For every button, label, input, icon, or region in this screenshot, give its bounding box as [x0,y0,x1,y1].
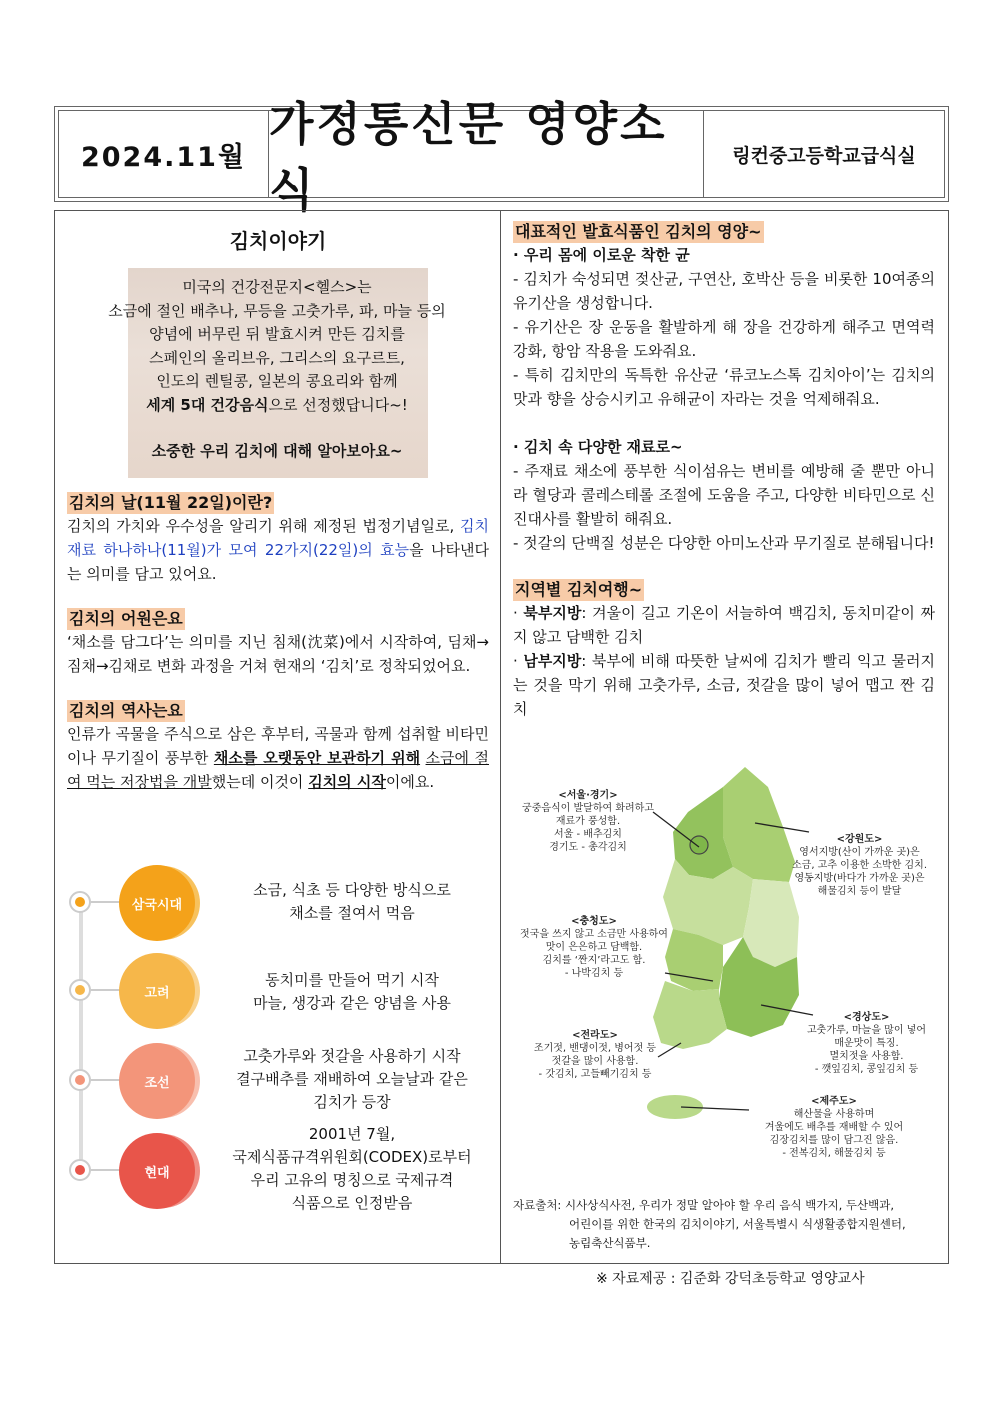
era-line: 채소를 절여서 먹음 [289,904,415,922]
text-bold-span: 채소를 오랫동안 보관하기 위해 [213,749,421,767]
history-text [67,722,489,794]
era-line: 2001년 7월, [308,1125,396,1143]
region-line: 김장김치를 많이 담그진 않음. [769,1135,899,1146]
north-region-label: 북부지방 [523,604,582,622]
era-description [207,879,497,925]
region-line: 재료가 풍성함. [555,816,621,827]
origin-section [67,608,489,678]
content-frame [54,210,949,1264]
timeline-item-modern [67,1125,497,1212]
region-line: 영동지방(바다가 가까운 곳)은 [794,873,925,884]
regional-heading: 지역별 김치여행~ [515,580,643,599]
text-underline-span: 소금에 절여 먹는 저장법을 개발 [67,749,489,791]
region-line: 해물김치 등이 발달 [817,886,902,897]
timeline-item-goryeo [67,951,497,1031]
map-seoul-marker [690,836,708,854]
kimchi-day-heading: 김치의 날(11월 22일)이란? [69,493,273,512]
era-line: 김치가 등장 [313,1093,391,1111]
map-label-jeju [749,1095,919,1160]
region-name: <제주도> [811,1096,857,1107]
region-name: <전라도> [572,1030,618,1041]
region-line: 고춧가루, 마늘을 많이 넣어 [807,1025,926,1036]
era-badge [119,953,195,1029]
region-line: - 나박김치 등 [564,968,624,979]
map-label-chungcheong [513,915,675,980]
right-column [513,221,935,721]
reference-line: 어린이를 위한 한국의 김치이야기, 서울특별시 식생활종합지원센터, [569,1217,906,1231]
timeline-connector [91,1169,121,1171]
era-line: 국제식품규격위원회(CODEX)로부터 [232,1148,472,1166]
text-span: 을 나타낸다는 의미를 담고 있어요. [67,541,489,583]
intro-closing: 소중한 우리 김치에 대해 알아보아요~ [151,442,403,460]
timeline-item-samguk [67,863,497,943]
intro-highlight: 세계 5대 건강음식 [146,395,269,414]
intro-box [108,268,446,478]
origin-heading: 김치의 어원은요 [69,609,183,628]
region-line: 소금, 고추 이용한 소박한 김치. [792,860,927,871]
region-name: <강원도> [836,834,883,845]
north-region-text: · 북부지방: 겨울이 길고 기온이 서늘하여 백김치, 동치미같이 짜지 않고 담백한 김치 [513,604,935,646]
intro-line: 인도의 렌틸콩, 일본의 콩요리와 함께 [156,372,398,390]
school-name: 링컨중고등학교급식실 [732,144,916,167]
nutrition-paragraph: - 유기산은 장 운동을 활발하게 해 장을 건강하게 해주고 면역력 강화, 항암 작용을 도와줘요. [513,318,935,360]
intro-line: 미국의 건강전문지<헬스>는 [182,278,372,296]
kimchi-day-text [67,514,489,586]
era-line: 우리 고유의 명칭으로 국제규격 [250,1171,454,1189]
map-label-seoul [513,789,663,854]
timeline-connector [91,1079,121,1081]
era-line: 식품으로 인정받음 [291,1194,413,1212]
region-line: 영서지방(산이 가까운 곳)은 [799,847,920,858]
region-line: 맛이 은은하고 담백함. [545,942,643,953]
nutrition-paragraph: - 젓갈의 단백질 성분은 다양한 아미노산과 무기질로 분해됩니다! [513,534,935,552]
timeline-connector [91,901,121,903]
references [513,1196,943,1253]
timeline-item-joseon [67,1041,497,1121]
region-line: 매운맛이 특징. [834,1038,899,1049]
era-label: 삼국시대 [131,897,183,913]
region-line: - 전복김치, 해물김치 등 [782,1148,886,1159]
region-line: 겨울에도 배추를 재배할 수 있어 [764,1122,904,1133]
text-blue-span: 김치 재료 하나하나(11월)가 모여 22가지(22일)의 효능 [67,517,489,559]
nutrition-paragraph: - 김치가 숙성되면 젖산균, 구연산, 호박산 등을 비롯한 10여종의 유기산을 생성합니다. [513,270,935,312]
era-description [207,1045,497,1114]
left-column [67,221,489,794]
origin-text: ‘채소를 담그다’는 의미를 지닌 침채(沈菜)에서 시작하여, 딤채→짐채→김채로 변화 과정을 거쳐 현재의 ‘김치’로 정착되었어요. [67,633,489,675]
era-line: 마늘, 생강과 같은 양념을 사용 [253,994,451,1012]
timeline-dot [69,1159,91,1181]
region-line: 젓국을 쓰지 않고 소금만 사용하여 [520,929,668,940]
kimchi-history-timeline [67,863,497,1233]
text-span: 했는데 이것이 [211,773,309,791]
era-badge [119,1133,195,1209]
map-label-gangwon [781,833,938,898]
intro-line [66,394,488,418]
era-badge [119,865,195,941]
region-line: 서울 - 배추김치 [554,829,622,840]
region-line: - 갓김치, 고들빼기김치 등 [538,1069,652,1080]
era-line: 결구배추를 재배하여 오늘날과 같은 [236,1070,468,1088]
timeline-dot [69,891,91,913]
text-span: : 북부에 비해 따뜻한 날씨에 김치가 빨리 익고 물러지는 것을 막기 위해 고춧가루, 소금, 젓갈을 많이 넣어 맵고 짠 김치 [513,652,935,718]
nutrition-paragraph: - 주재료 채소에 풍부한 식이섬유는 변비를 예방해 줄 뿐만 아니라 혈당과 콜레스테롤 조절에 도움을 주고, 다양한 비타민으로 신진대사를 활발히 해줘요. [513,462,935,528]
region-name: <경상도> [843,1012,890,1023]
south-region-label: 남부지방 [523,652,582,670]
era-badge [119,1043,195,1119]
map-label-jeolla [525,1029,665,1081]
timeline-dot [69,979,91,1001]
timeline-connector [91,989,121,991]
newsletter-title: 가정통신문 영양소식 [269,111,704,197]
intro-line: 양념에 버무린 뒤 발효시켜 만든 김치를 [149,325,405,343]
region-name: <충청도> [571,916,617,927]
intro-text [66,276,488,464]
story-title: 김치이야기 [229,229,327,253]
region-line: 해산물을 사용하며 [793,1109,875,1120]
era-description [207,969,497,1015]
era-line: 소금, 식초 등 다양한 방식으로 [253,881,451,899]
era-label: 조선 [144,1075,170,1091]
nutrition-paragraph: - 특히 김치만의 독특한 유산균 ‘류코노스톡 김치아이’는 김치의 맛과 향을 상승시키고 유해균이 자라는 것을 억제해줘요. [513,366,935,408]
text-span: 김치의 가치와 우수성을 알리기 위해 제정된 법정기념일로, [67,517,461,535]
column-divider [500,211,501,1263]
region-line: - 깻잎김치, 콩잎김치 등 [814,1064,919,1075]
nutrition-sub-1: · 우리 몸에 이로운 착한 균 [513,246,690,264]
region-line: 젓갈을 많이 사용함. [551,1056,639,1067]
region-line: 궁중음식이 발달하여 화려하고 [522,803,654,814]
era-line: 동치미를 만들어 먹기 시작 [265,971,439,989]
issue-date: 2024.11월 [59,111,269,197]
history-heading: 김치의 역사는요 [69,701,183,720]
intro-line-rest: 으로 선정했답니다~! [268,395,408,414]
source-credit: ※ 자료제공 : 김준화 강덕초등학교 영양교사 [596,1271,865,1287]
text-span: : 겨울이 길고 기온이 서늘하여 백김치, 동치미같이 짜지 않고 담백한 김치 [513,604,935,646]
region-line: 경기도 - 총각김치 [549,842,627,853]
timeline-dot [69,1069,91,1091]
reference-line: 농림축산식품부. [569,1236,651,1250]
text-bold-span: 김치의 시작 [308,773,386,791]
era-label: 고려 [144,985,170,1001]
era-label: 현대 [144,1165,170,1181]
text-span: 이에요. [385,773,435,791]
kimchi-day-section [67,492,489,586]
region-line: 조기젓, 밴댕이젓, 병어젓 등 [533,1043,657,1054]
history-section [67,700,489,794]
era-description [207,1123,497,1215]
region-line: 김치를 ‘짠지’라고도 함. [542,955,646,966]
korea-kimchi-map [513,767,938,1172]
region-name: <서울·경기> [558,790,618,801]
reference-line: 자료출처: 시사상식사전, 우리가 정말 알아야 할 우리 음식 백가지, 두산백과, [513,1198,895,1212]
south-region-text: · 남부지방: 북부에 비해 따뜻한 날씨에 김치가 빨리 익고 물러지는 것을 막기 위해 고춧가루, 소금, 젓갈을 많이 넣어 맵고 짠 김치 [513,652,935,718]
era-line: 고춧가루와 젓갈을 사용하기 시작 [243,1047,461,1065]
region-line: 멸치젓을 사용함. [829,1051,904,1062]
map-label-gyeongsang [795,1011,938,1076]
intro-line: 소금에 절인 배추나, 무등을 고춧가루, 파, 마늘 등의 [108,301,446,320]
newsletter-header [54,97,949,217]
intro-line: 스페인의 올리브유, 그리스의 요구르트, [149,348,405,367]
nutrition-sub-2: · 김치 속 다양한 재료로~ [513,438,683,456]
text-span: 인류가 곡물을 주식으로 삼은 후부터, 곡물과 함께 섭취할 비타민이나 무기질이 풍부한 [67,725,489,767]
nutrition-heading: 대표적인 발효식품인 김치의 영양~ [515,222,762,241]
